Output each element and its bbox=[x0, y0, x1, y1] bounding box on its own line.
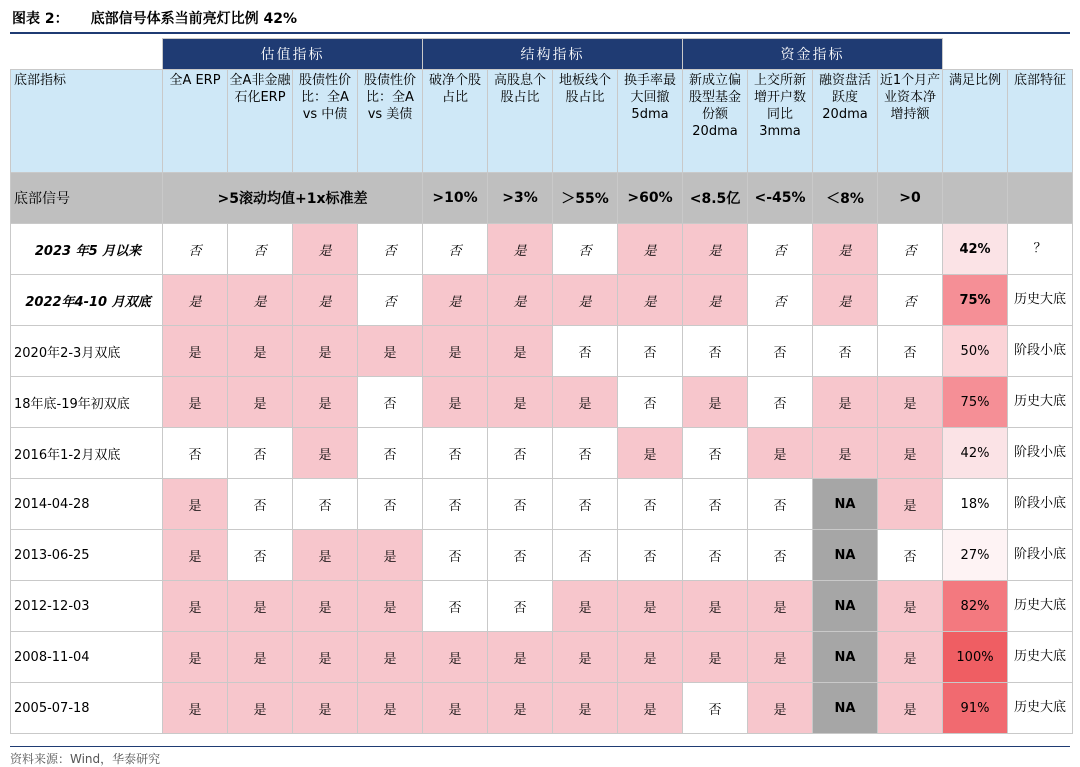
signal-cell: 是 bbox=[423, 377, 488, 428]
signal-cell: 是 bbox=[488, 224, 553, 275]
signal-cell: 是 bbox=[293, 275, 358, 326]
signal-cell: 是 bbox=[228, 275, 293, 326]
signal-cell: 是 bbox=[553, 377, 618, 428]
signal-cell: 是 bbox=[163, 377, 228, 428]
row-label: 2013-06-25 bbox=[11, 530, 163, 581]
feature-cell: 历史大底 bbox=[1008, 581, 1073, 632]
ratio-cell: 82% bbox=[943, 581, 1008, 632]
feature-cell: 历史大底 bbox=[1008, 683, 1073, 734]
title-rule bbox=[10, 32, 1070, 34]
signal-threshold-10 bbox=[1008, 173, 1073, 224]
row-label: 18年底-19年初双底 bbox=[11, 377, 163, 428]
signal-cell: 是 bbox=[293, 530, 358, 581]
signal-cell: 否 bbox=[618, 530, 683, 581]
signal-cell: 是 bbox=[358, 326, 423, 377]
signal-cell: 否 bbox=[358, 224, 423, 275]
signal-threshold-4: >60% bbox=[618, 173, 683, 224]
figure-title-text: 底部信号体系当前亮灯比例 42% bbox=[90, 11, 298, 27]
feature-cell: ？ bbox=[1008, 224, 1073, 275]
signal-cell: 是 bbox=[683, 581, 748, 632]
signal-cell: 否 bbox=[748, 326, 813, 377]
signal-cell: NA bbox=[813, 479, 878, 530]
column-header-2: 全A非金融石化ERP bbox=[228, 70, 293, 173]
signal-cell: 是 bbox=[163, 479, 228, 530]
signal-cell: NA bbox=[813, 530, 878, 581]
row-label: 2022年4-10 月双底 bbox=[11, 275, 163, 326]
group-header-spacer-right bbox=[943, 39, 1073, 70]
signal-cell: 否 bbox=[683, 683, 748, 734]
row-label: 2012-12-03 bbox=[11, 581, 163, 632]
signal-cell: 是 bbox=[228, 581, 293, 632]
row-label: 2014-04-28 bbox=[11, 479, 163, 530]
feature-cell: 阶段小底 bbox=[1008, 479, 1073, 530]
feature-cell: 历史大底 bbox=[1008, 377, 1073, 428]
signal-cell: 是 bbox=[488, 632, 553, 683]
feature-cell: 阶段小底 bbox=[1008, 530, 1073, 581]
signal-cell: 否 bbox=[488, 479, 553, 530]
signal-cell: 是 bbox=[488, 683, 553, 734]
signal-cell: 否 bbox=[228, 530, 293, 581]
signal-cell: 否 bbox=[358, 377, 423, 428]
column-header-11: 融资盘活跃度20dma bbox=[813, 70, 878, 173]
signal-cell: NA bbox=[813, 632, 878, 683]
bottom-signal-table bbox=[10, 38, 1073, 734]
signal-cell: 是 bbox=[683, 377, 748, 428]
signal-cell: 否 bbox=[228, 224, 293, 275]
signal-cell: 是 bbox=[228, 683, 293, 734]
ratio-cell: 42% bbox=[943, 224, 1008, 275]
signal-row-label: 底部信号 bbox=[11, 173, 163, 224]
signal-cell: 否 bbox=[553, 428, 618, 479]
signal-cell: 是 bbox=[748, 683, 813, 734]
signal-cell: 否 bbox=[488, 581, 553, 632]
signal-threshold-3: ＞55% bbox=[553, 173, 618, 224]
signal-cell: NA bbox=[813, 581, 878, 632]
signal-cell: 是 bbox=[358, 530, 423, 581]
signal-cell: 是 bbox=[163, 581, 228, 632]
row-label: 2005-07-18 bbox=[11, 683, 163, 734]
signal-cell: 否 bbox=[748, 479, 813, 530]
signal-cell: 否 bbox=[228, 428, 293, 479]
footer-rule bbox=[10, 746, 1070, 747]
signal-threshold-5: <8.5亿 bbox=[683, 173, 748, 224]
signal-cell: 否 bbox=[553, 479, 618, 530]
feature-cell: 历史大底 bbox=[1008, 632, 1073, 683]
group-header-2: 资金指标 bbox=[683, 39, 943, 70]
signal-cell: 是 bbox=[553, 581, 618, 632]
signal-cell: 是 bbox=[293, 224, 358, 275]
signal-cell: 否 bbox=[163, 428, 228, 479]
signal-cell: 是 bbox=[553, 683, 618, 734]
signal-cell: 是 bbox=[423, 326, 488, 377]
signal-cell: 否 bbox=[748, 377, 813, 428]
figure-label: 图表 2： bbox=[12, 11, 69, 27]
column-header-4: 股债性价比：全A vs 美债 bbox=[358, 70, 423, 173]
signal-cell: 是 bbox=[618, 581, 683, 632]
signal-cell: 是 bbox=[618, 275, 683, 326]
signal-cell: 是 bbox=[813, 377, 878, 428]
signal-cell: 否 bbox=[423, 530, 488, 581]
group-header-row bbox=[11, 39, 1073, 70]
column-header-6: 高股息个股占比 bbox=[488, 70, 553, 173]
column-header-row bbox=[11, 70, 1073, 173]
ratio-cell: 42% bbox=[943, 428, 1008, 479]
table-row bbox=[11, 479, 1073, 530]
figure-title bbox=[12, 8, 297, 28]
row-label: 2008-11-04 bbox=[11, 632, 163, 683]
signal-cell: 否 bbox=[358, 479, 423, 530]
column-header-3: 股债性价比：全A vs 中债 bbox=[293, 70, 358, 173]
signal-cell: 是 bbox=[683, 275, 748, 326]
signal-cell: 是 bbox=[358, 683, 423, 734]
signal-threshold-1: >10% bbox=[423, 173, 488, 224]
signal-cell: 是 bbox=[618, 428, 683, 479]
signal-cell: 是 bbox=[163, 530, 228, 581]
row-label: 2016年1-2月双底 bbox=[11, 428, 163, 479]
column-header-0: 底部指标 bbox=[11, 70, 163, 173]
table-row bbox=[11, 428, 1073, 479]
signal-cell: 是 bbox=[618, 632, 683, 683]
signal-cell: 否 bbox=[488, 530, 553, 581]
signal-cell: 否 bbox=[878, 530, 943, 581]
column-header-9: 新成立偏股型基金份额20dma bbox=[683, 70, 748, 173]
signal-threshold-7: ＜8% bbox=[813, 173, 878, 224]
table-row bbox=[11, 275, 1073, 326]
signal-cell: 是 bbox=[163, 326, 228, 377]
signal-cell: 否 bbox=[618, 326, 683, 377]
table-row bbox=[11, 224, 1073, 275]
signal-threshold-9 bbox=[943, 173, 1008, 224]
signal-cell: 否 bbox=[813, 326, 878, 377]
signal-cell: 否 bbox=[293, 479, 358, 530]
signal-cell: 是 bbox=[228, 377, 293, 428]
column-header-7: 地板线个股占比 bbox=[553, 70, 618, 173]
signal-cell: 是 bbox=[553, 275, 618, 326]
signal-cell: 是 bbox=[813, 224, 878, 275]
group-header-0: 估值指标 bbox=[163, 39, 423, 70]
signal-cell: 否 bbox=[683, 530, 748, 581]
signal-cell: 否 bbox=[358, 428, 423, 479]
signal-cell: 否 bbox=[163, 224, 228, 275]
signal-cell: 是 bbox=[683, 224, 748, 275]
column-header-10: 上交所新增开户数同比3mma bbox=[748, 70, 813, 173]
signal-cell: 是 bbox=[878, 428, 943, 479]
signal-threshold-0: >5滚动均值+1x标准差 bbox=[163, 173, 423, 224]
signal-cell: 否 bbox=[423, 479, 488, 530]
ratio-cell: 75% bbox=[943, 275, 1008, 326]
signal-cell: NA bbox=[813, 683, 878, 734]
row-label: 2020年2-3月双底 bbox=[11, 326, 163, 377]
table-row bbox=[11, 377, 1073, 428]
signal-threshold-8: >0 bbox=[878, 173, 943, 224]
column-header-12: 近1个月产业资本净增持额 bbox=[878, 70, 943, 173]
table-row bbox=[11, 530, 1073, 581]
signal-cell: 否 bbox=[423, 581, 488, 632]
signal-cell: 是 bbox=[878, 683, 943, 734]
signal-cell: 否 bbox=[228, 479, 293, 530]
signal-cell: 是 bbox=[683, 632, 748, 683]
signal-cell: 否 bbox=[683, 479, 748, 530]
signal-cell: 是 bbox=[423, 683, 488, 734]
signal-cell: 是 bbox=[618, 224, 683, 275]
signal-cell: 否 bbox=[553, 530, 618, 581]
signal-cell: 是 bbox=[813, 428, 878, 479]
signal-cell: 是 bbox=[163, 275, 228, 326]
ratio-cell: 18% bbox=[943, 479, 1008, 530]
signal-cell: 是 bbox=[163, 683, 228, 734]
signal-cell: 是 bbox=[488, 377, 553, 428]
signal-cell: 否 bbox=[683, 428, 748, 479]
signal-row bbox=[11, 173, 1073, 224]
signal-cell: 是 bbox=[293, 326, 358, 377]
signal-cell: 否 bbox=[423, 428, 488, 479]
signal-cell: 是 bbox=[878, 377, 943, 428]
column-header-8: 换手率最大回撤5dma bbox=[618, 70, 683, 173]
signal-cell: 否 bbox=[683, 326, 748, 377]
signal-cell: 是 bbox=[748, 632, 813, 683]
ratio-cell: 100% bbox=[943, 632, 1008, 683]
signal-cell: 否 bbox=[878, 224, 943, 275]
signal-cell: 否 bbox=[748, 530, 813, 581]
signal-cell: 是 bbox=[163, 632, 228, 683]
column-header-5: 破净个股占比 bbox=[423, 70, 488, 173]
signal-cell: 否 bbox=[358, 275, 423, 326]
column-header-1: 全A ERP bbox=[163, 70, 228, 173]
table-row bbox=[11, 326, 1073, 377]
group-header-1: 结构指标 bbox=[423, 39, 683, 70]
signal-cell: 是 bbox=[228, 632, 293, 683]
signal-cell: 是 bbox=[293, 581, 358, 632]
signal-cell: 是 bbox=[293, 632, 358, 683]
ratio-cell: 27% bbox=[943, 530, 1008, 581]
signal-cell: 是 bbox=[293, 377, 358, 428]
feature-cell: 阶段小底 bbox=[1008, 428, 1073, 479]
signal-cell: 是 bbox=[748, 428, 813, 479]
signal-threshold-6: <-45% bbox=[748, 173, 813, 224]
signal-cell: 是 bbox=[878, 479, 943, 530]
signal-cell: 是 bbox=[878, 581, 943, 632]
ratio-cell: 91% bbox=[943, 683, 1008, 734]
signal-cell: 是 bbox=[358, 632, 423, 683]
signal-cell: 否 bbox=[553, 224, 618, 275]
signal-cell: 是 bbox=[618, 683, 683, 734]
signal-cell: 否 bbox=[423, 224, 488, 275]
table-row bbox=[11, 632, 1073, 683]
signal-cell: 否 bbox=[488, 428, 553, 479]
signal-cell: 是 bbox=[748, 581, 813, 632]
signal-cell: 否 bbox=[748, 275, 813, 326]
signal-cell: 是 bbox=[358, 581, 423, 632]
group-header-spacer bbox=[11, 39, 163, 70]
signal-cell: 否 bbox=[878, 326, 943, 377]
table-row bbox=[11, 581, 1073, 632]
signal-threshold-2: >3% bbox=[488, 173, 553, 224]
source-note: 资料来源：Wind，华泰研究 bbox=[10, 752, 161, 766]
feature-cell: 阶段小底 bbox=[1008, 326, 1073, 377]
ratio-cell: 75% bbox=[943, 377, 1008, 428]
column-header-14: 底部特征 bbox=[1008, 70, 1073, 173]
signal-cell: 否 bbox=[553, 326, 618, 377]
signal-cell: 是 bbox=[423, 275, 488, 326]
signal-cell: 是 bbox=[293, 428, 358, 479]
signal-cell: 是 bbox=[423, 632, 488, 683]
table-row bbox=[11, 683, 1073, 734]
signal-cell: 是 bbox=[813, 275, 878, 326]
signal-cell: 是 bbox=[488, 275, 553, 326]
feature-cell: 历史大底 bbox=[1008, 275, 1073, 326]
signal-cell: 是 bbox=[293, 683, 358, 734]
signal-cell: 否 bbox=[618, 377, 683, 428]
column-header-13: 满足比例 bbox=[943, 70, 1008, 173]
ratio-cell: 50% bbox=[943, 326, 1008, 377]
signal-cell: 是 bbox=[228, 326, 293, 377]
signal-cell: 是 bbox=[878, 632, 943, 683]
signal-cell: 否 bbox=[748, 224, 813, 275]
signal-cell: 是 bbox=[553, 632, 618, 683]
signal-cell: 是 bbox=[488, 326, 553, 377]
signal-cell: 否 bbox=[618, 479, 683, 530]
signal-cell: 否 bbox=[878, 275, 943, 326]
row-label: 2023 年5 月以来 bbox=[11, 224, 163, 275]
